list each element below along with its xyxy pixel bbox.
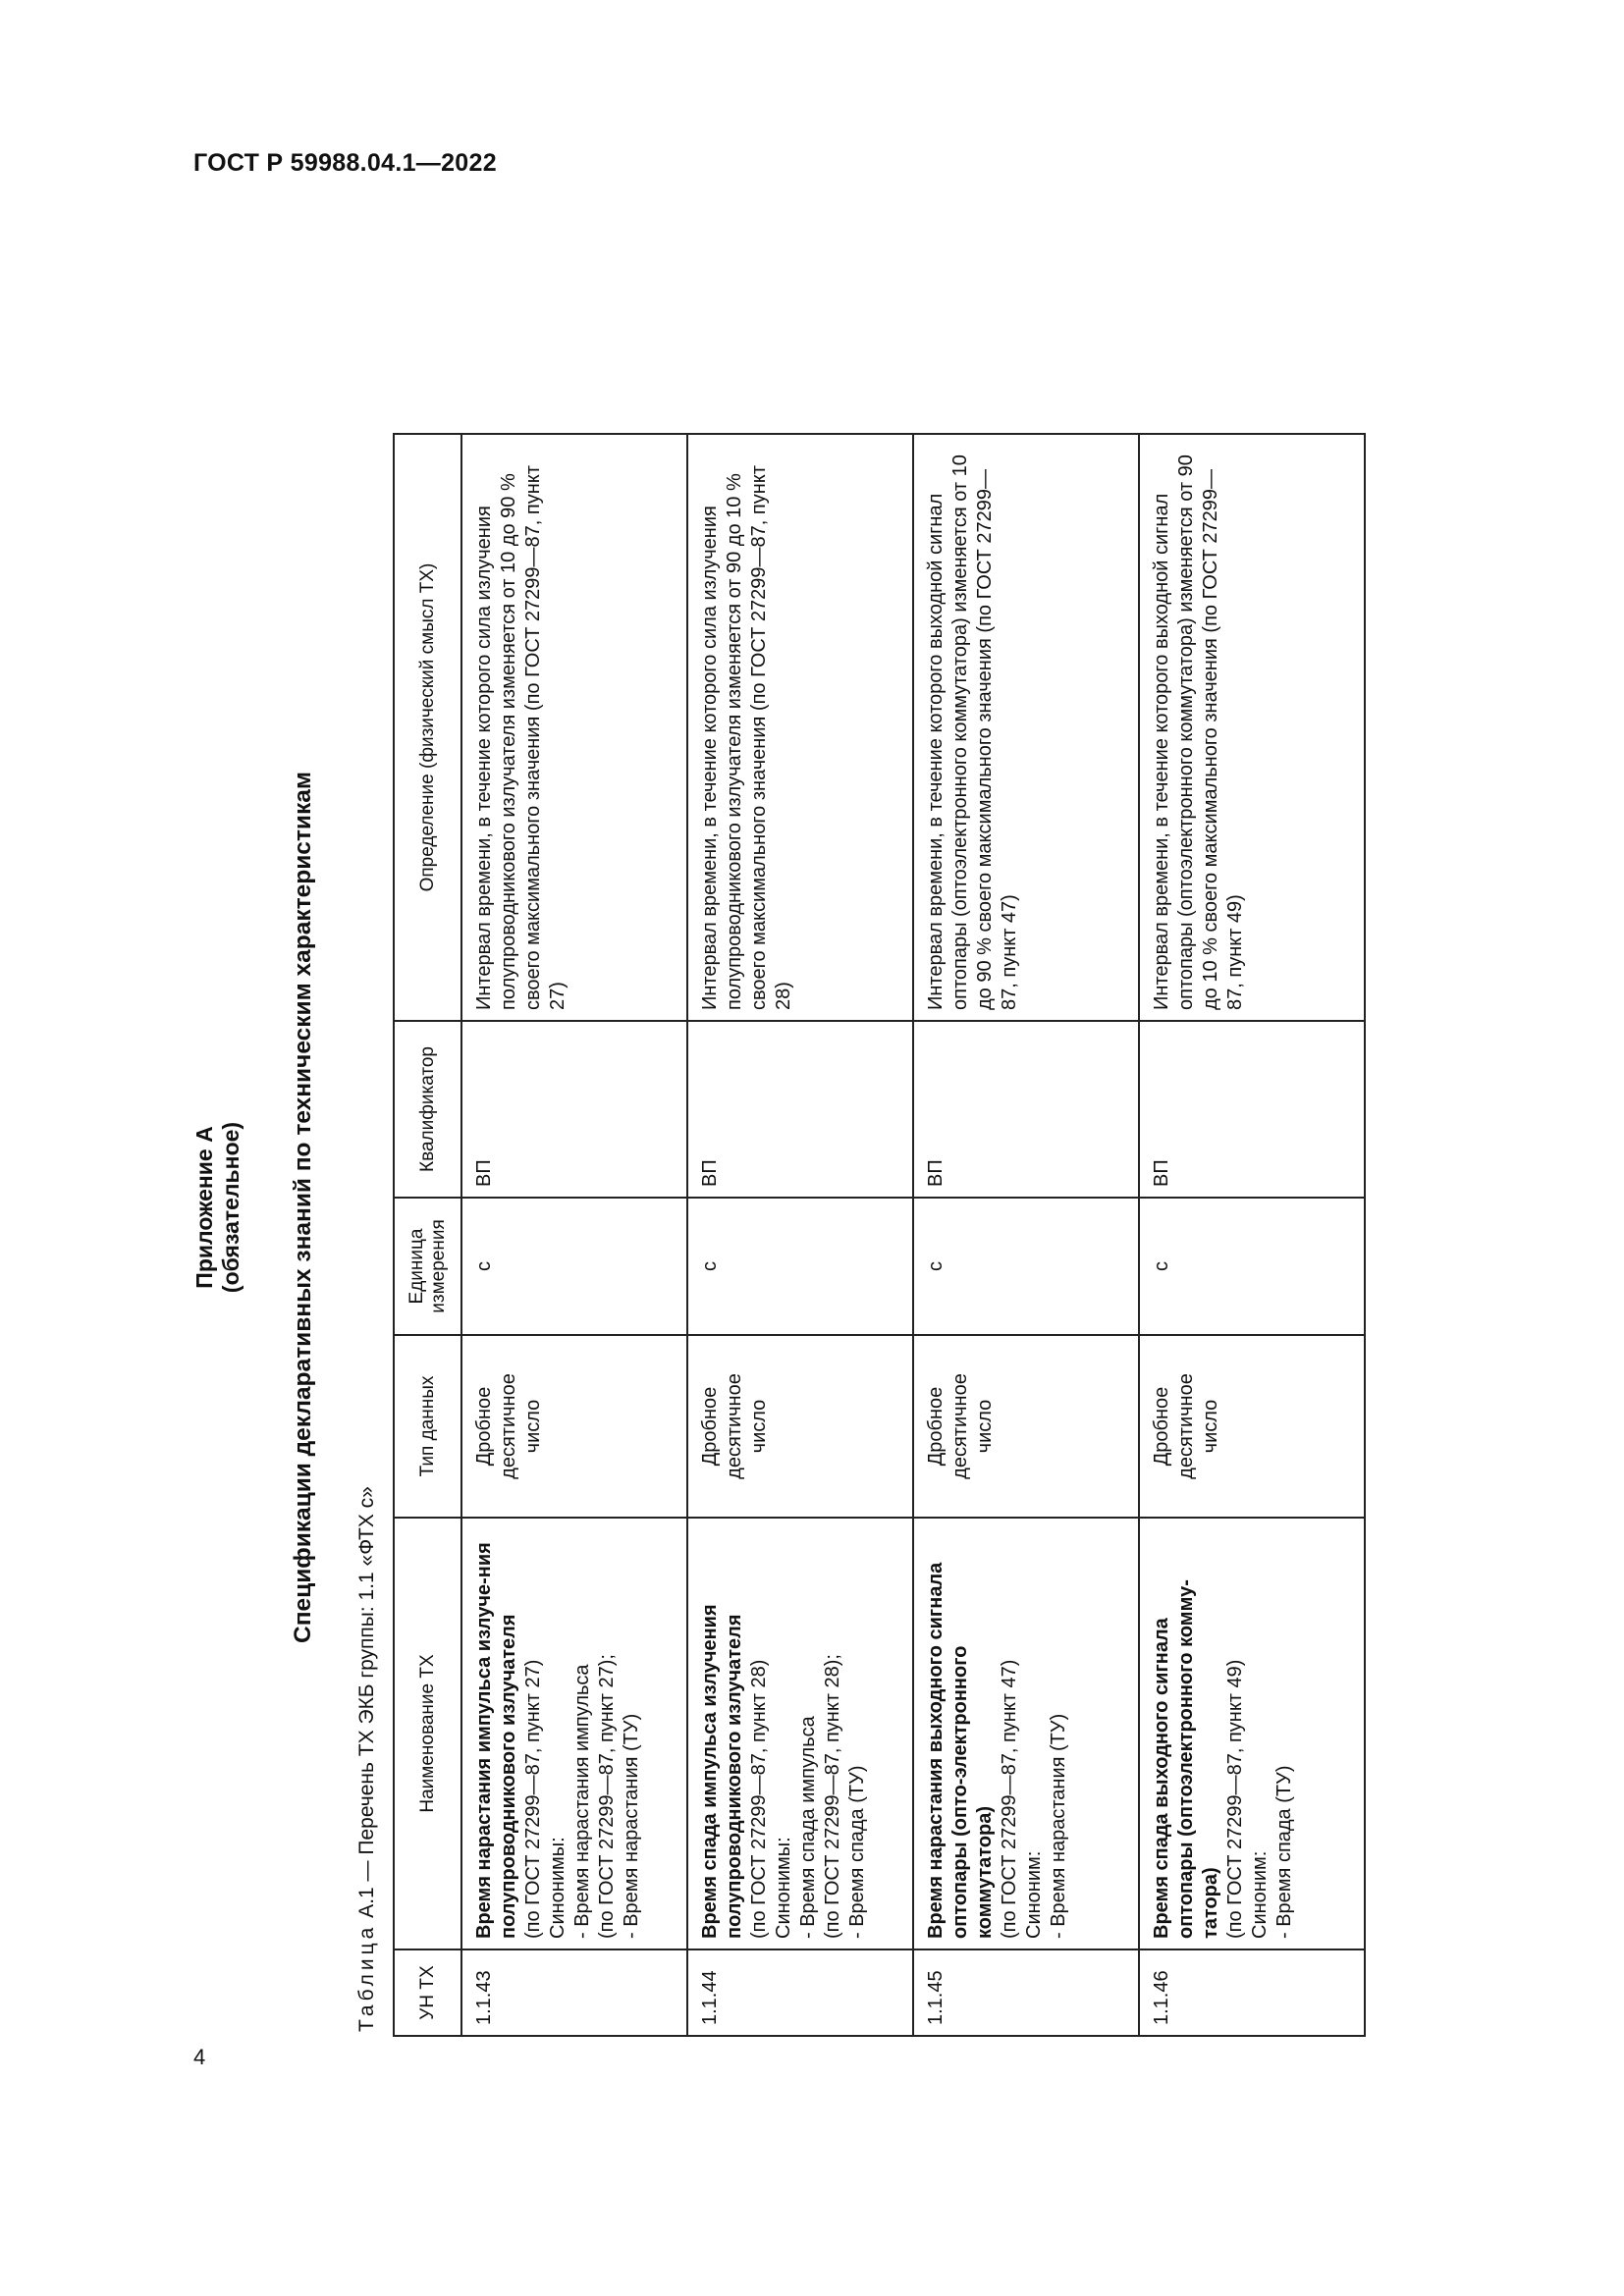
characteristic-name: Время спада выходного сигнала оптопары (оптоэлектронного комму-татора) [1151,1579,1221,1939]
cell-type: Дробное десятичное число [913,1335,1139,1518]
cell-qualifier: ВП [687,1021,913,1198]
cell-type: Дробное десятичное число [1139,1335,1365,1518]
table-row [461,434,687,2036]
col-header-qualifier: Квалификатор [394,1021,461,1198]
cell-unit: с [461,1198,687,1335]
cell-qualifier: ВП [461,1021,687,1198]
cell-un: 1.1.44 [687,1949,913,2036]
col-header-definition: Определение (физический смысл ТХ) [394,434,461,1021]
table-row [913,434,1139,2036]
synonym-line: - Время нарастания импульса [571,1664,593,1939]
table-caption [355,1486,379,2032]
landscape-content [191,226,1311,2189]
synonyms-label: Синонимы: [773,1837,794,1939]
cell-name [1139,1518,1365,1949]
characteristic-reference: (по ГОСТ 27299—87, пункт 49) [1224,1659,1246,1939]
spec-table [393,433,1366,2037]
synonym-line: - Время нарастания (ТУ) [621,1713,642,1939]
characteristic-reference: (по ГОСТ 27299—87, пункт 47) [999,1659,1020,1939]
annex-title: Приложение А [191,1126,217,1289]
synonym-line: - Время спада (ТУ) [1273,1765,1295,1939]
cell-definition: Интервал времени, в течение которого сила излучения полупроводникового излучателя изменяется от 10 до 90 % своего максимального значения (по ГОСТ 27299—87, пункт 27) [461,434,687,1021]
cell-type: Дробное десятичное число [687,1335,913,1518]
cell-qualifier: ВП [913,1021,1139,1198]
cell-qualifier: ВП [1139,1021,1365,1198]
synonym-line: - Время нарастания (ТУ) [1048,1713,1069,1939]
table-row [1139,434,1365,2036]
cell-unit: с [913,1198,1139,1335]
annex-status: (обязательное) [218,1121,244,1294]
cell-name [461,1518,687,1949]
cell-name [913,1518,1139,1949]
table-row [687,434,913,2036]
page-number: 4 [193,2045,206,2069]
cell-definition: Интервал времени, в течение которого выходной сигнал оптопары (оптоэлектронного коммутатора) изменяется от 90 до 10 % своего максимального значения (по ГОСТ 27299—87, пункт 49) [1139,434,1365,1021]
cell-un: 1.1.43 [461,1949,687,2036]
table-caption-text: А.1 — Перечень ТХ ЭКБ группы: 1.1 «ФТХ с» [355,1486,378,1918]
cell-un: 1.1.46 [1139,1949,1365,2036]
spec-title: Спецификации декларативных знаний по техническим характеристикам [290,772,316,1643]
cell-name [687,1518,913,1949]
cell-un: 1.1.45 [913,1949,1139,2036]
synonym-line: - Время спада (ТУ) [846,1765,868,1939]
synonym-line: (по ГОСТ 27299—87, пункт 28); [822,1654,843,1939]
col-header-un: УН ТХ [394,1949,461,2036]
table-caption-label: Таблица [355,1923,378,2032]
cell-unit: с [687,1198,913,1335]
document-header: ГОСТ Р 59988.04.1—2022 [193,149,497,177]
characteristic-reference: (по ГОСТ 27299—87, пункт 27) [522,1659,544,1939]
col-header-unit: Единица измерения [394,1198,461,1335]
cell-unit: с [1139,1198,1365,1335]
synonyms-label: Синоним: [1249,1850,1271,1939]
annex-title-block [191,226,244,2189]
characteristic-name: Время нарастания выходного сигнала оптопары (опто-электронного коммутатора) [925,1562,996,1939]
cell-type: Дробное десятичное число [461,1335,687,1518]
synonym-line: - Время спада импульса [797,1716,819,1939]
synonyms-label: Синонимы: [547,1837,568,1939]
synonyms-label: Синоним: [1023,1850,1045,1939]
characteristic-name: Время нарастания импульса излуче-ния полупроводникового излучателя [473,1542,519,1939]
table-header-row [394,434,461,2036]
synonym-line: (по ГОСТ 27299—87, пункт 27); [596,1654,618,1939]
col-header-name: Наименование ТХ [394,1518,461,1949]
characteristic-name: Время спада импульса излучения полупроводникового излучателя [699,1604,745,1939]
characteristic-reference: (по ГОСТ 27299—87, пункт 28) [748,1659,770,1939]
cell-definition: Интервал времени, в течение которого сила излучения полупроводникового излучателя изменяется от 90 до 10 % своего максимального значения (по ГОСТ 27299—87, пункт 28) [687,434,913,1021]
cell-definition: Интервал времени, в течение которого выходной сигнал оптопары (оптоэлектронного коммутатора) изменяется от 10 до 90 % своего максимального значения (по ГОСТ 27299—87, пункт 47) [913,434,1139,1021]
col-header-type: Тип данных [394,1335,461,1518]
